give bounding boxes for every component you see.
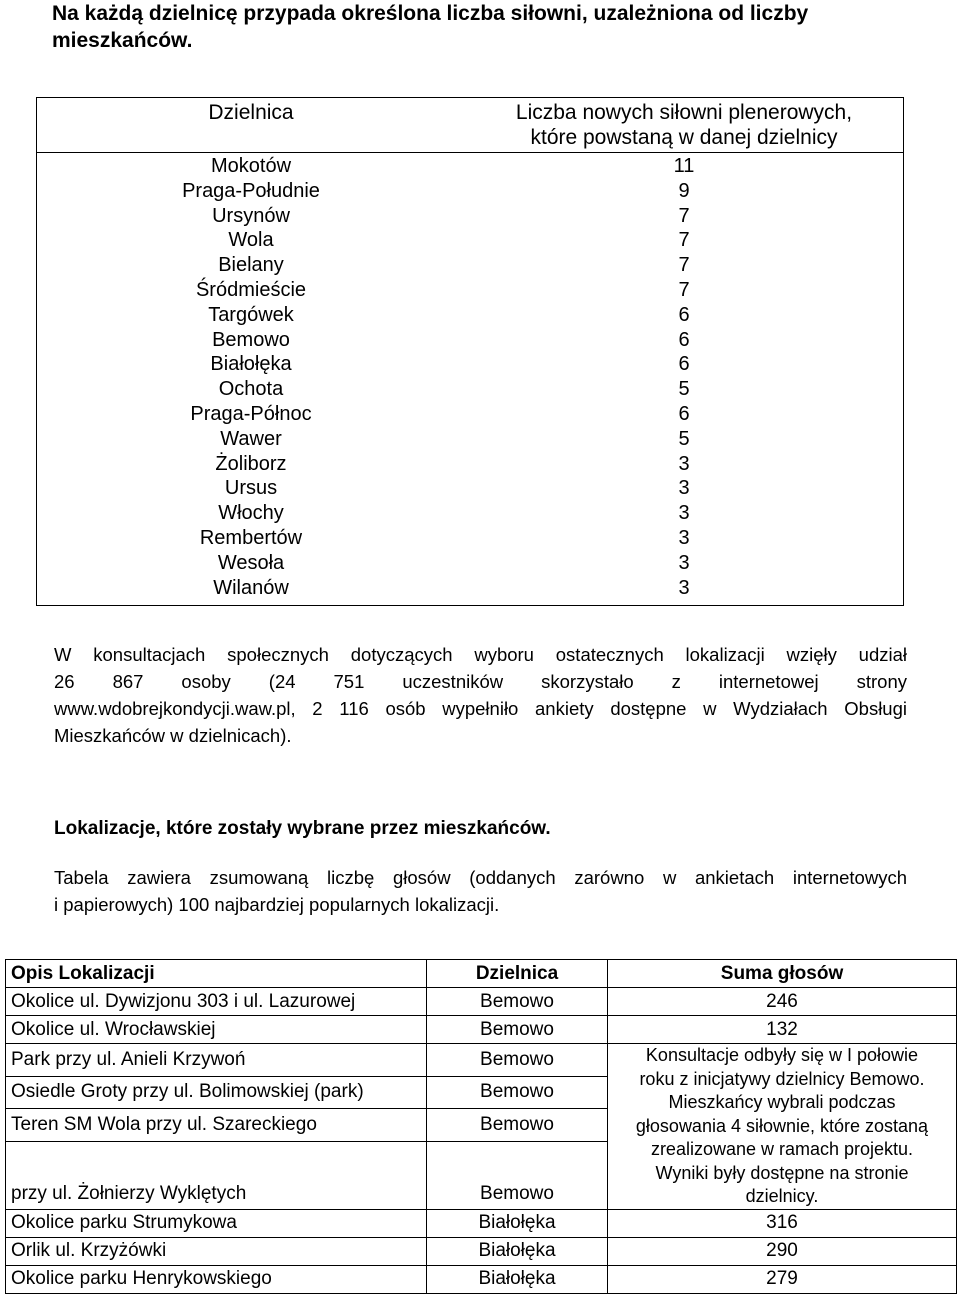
locations-table xyxy=(5,959,957,1294)
count-cell: 3 xyxy=(678,551,690,574)
district-cell: Ursynów xyxy=(212,204,290,227)
count-cell: 6 xyxy=(678,353,690,376)
table-row xyxy=(6,1209,957,1237)
note-line: Wyniki były dostępne na stronie xyxy=(655,1162,909,1183)
count-cell: 9 xyxy=(678,179,690,202)
count-cell: 5 xyxy=(678,378,690,401)
header-gym-count-line2: które powstaną w danej dzielnicy xyxy=(530,126,838,149)
table-row xyxy=(37,501,904,526)
header-district: Dzielnica xyxy=(427,960,608,988)
district-cell: Praga-Południe xyxy=(182,179,320,202)
district-cell: Wawer xyxy=(220,427,282,450)
table-row xyxy=(6,1237,957,1265)
count-cell: 3 xyxy=(678,502,690,525)
location-cell: Orlik ul. Krzyżówki xyxy=(6,1237,427,1265)
note-line: głosowania 4 siłownie, które zostaną xyxy=(635,1115,929,1136)
header-gym-count-line1: Liczba nowych siłowni plenerowych, xyxy=(515,101,853,124)
district-cell: Białołęka xyxy=(427,1265,608,1293)
district-cell: Bielany xyxy=(218,254,284,277)
count-cell: 7 xyxy=(678,254,690,277)
district-cell: Bemowo xyxy=(427,1141,608,1209)
table-row xyxy=(37,576,904,606)
table-row xyxy=(37,402,904,427)
table-row xyxy=(37,278,904,303)
location-cell: Park przy ul. Anieli Krzywoń xyxy=(6,1044,427,1077)
table-row xyxy=(37,228,904,253)
count-cell: 6 xyxy=(678,402,690,425)
district-cell: Białołęka xyxy=(427,1209,608,1237)
count-cell: 3 xyxy=(678,526,690,549)
section-heading: Lokalizacje, które zostały wybrane przez mieszkańców. xyxy=(54,818,551,839)
district-cell: Wilanów xyxy=(213,576,289,599)
location-cell: Okolice parku Henrykowskiego xyxy=(6,1265,427,1293)
header-district: Dzielnica xyxy=(208,101,294,124)
count-cell: 7 xyxy=(678,204,690,227)
header-location: Opis Lokalizacji xyxy=(6,960,427,988)
paragraph-line: Mieszkańców w dzielnicach). xyxy=(54,725,292,746)
count-cell: 3 xyxy=(678,576,690,599)
consultation-paragraph xyxy=(54,641,907,749)
table-row xyxy=(37,377,904,402)
table-row xyxy=(37,153,904,179)
district-cell: Bemowo xyxy=(427,1109,608,1142)
table-header-row xyxy=(6,960,957,988)
district-cell: Ochota xyxy=(218,378,284,401)
district-cell: Praga-Północ xyxy=(190,402,312,425)
table-row xyxy=(37,452,904,477)
paragraph-line: www.wdobrejkondycji.waw.pl, 2 116 osób wypełniło ankiety dostępne w Wydziałach Obsługi xyxy=(54,698,907,719)
count-cell: 11 xyxy=(673,155,695,177)
paragraph-line: Tabela zawiera zsumowaną liczbę głosów (oddanych zarówno w ankietach internetowych xyxy=(54,867,907,888)
intro-text: Na każdą dzielnicę przypada określona liczba siłowni, uzależniona od liczby mieszkańców. xyxy=(52,2,809,52)
district-cell: Rembertów xyxy=(199,526,303,549)
paragraph-line: 26 867 osoby (24 751 uczestników skorzystało z internetowej strony xyxy=(54,671,907,692)
header-votes: Suma głosów xyxy=(608,960,957,988)
district-cell: Białołęka xyxy=(210,353,292,376)
table-row xyxy=(6,1044,957,1077)
count-cell: 7 xyxy=(678,278,690,301)
table-row xyxy=(6,988,957,1016)
gyms-per-district-table xyxy=(36,97,904,606)
district-cell: Wola xyxy=(228,229,274,252)
district-cell: Śródmieście xyxy=(195,278,307,301)
district-cell: Bemowo xyxy=(427,988,608,1016)
district-cell: Wesoła xyxy=(217,551,285,574)
count-cell: 7 xyxy=(678,229,690,252)
paragraph-line: W konsultacjach społecznych dotyczących wyboru ostatecznych lokalizacji wzięły udział xyxy=(54,644,907,665)
location-cell: Teren SM Wola przy ul. Szareckiego xyxy=(6,1109,427,1142)
table-row xyxy=(37,204,904,229)
table-row xyxy=(37,476,904,501)
votes-cell: 316 xyxy=(608,1209,957,1237)
district-cell: Żoliborz xyxy=(215,452,287,475)
votes-cell: 246 xyxy=(608,988,957,1016)
table-row xyxy=(37,551,904,576)
district-cell: Bemowo xyxy=(427,1044,608,1077)
table-description-paragraph xyxy=(54,864,907,918)
note-line: Mieszkańcy wybrali podczas xyxy=(668,1092,896,1112)
note-line: zrealizowane w ramach projektu. xyxy=(650,1139,914,1159)
table-row xyxy=(37,253,904,278)
table-row xyxy=(37,352,904,377)
district-cell: Bemowo xyxy=(427,1016,608,1044)
table-row xyxy=(37,328,904,353)
district-cell: Białołęka xyxy=(427,1237,608,1265)
table-row xyxy=(37,526,904,551)
votes-cell: 279 xyxy=(608,1265,957,1293)
district-cell: Mokotów xyxy=(210,155,292,177)
table-row xyxy=(6,1265,957,1293)
location-cell: Okolice ul. Dywizjonu 303 i ul. Lazurowej xyxy=(6,988,427,1016)
table-header-row xyxy=(37,98,904,153)
district-cell: Bemowo xyxy=(212,328,290,351)
location-cell: Osiedle Groty przy ul. Bolimowskiej (park) xyxy=(6,1076,427,1109)
district-cell: Targówek xyxy=(208,303,294,326)
table-row xyxy=(37,427,904,452)
district-cell: Włochy xyxy=(218,502,284,525)
location-cell: Okolice ul. Wrocławskiej xyxy=(6,1016,427,1044)
district-cell: Ursus xyxy=(224,477,278,500)
note-line: dzielnicy. xyxy=(745,1186,819,1206)
location-cell: przy ul. Żołnierzy Wyklętych xyxy=(6,1141,427,1209)
table-row xyxy=(37,303,904,328)
header-gym-count xyxy=(465,98,904,153)
count-cell: 6 xyxy=(678,303,690,326)
note-line: Konsultacje odbyły się w I połowie xyxy=(645,1045,919,1065)
table-row xyxy=(37,179,904,204)
bemowo-note-cell xyxy=(608,1044,957,1210)
table-row xyxy=(6,1016,957,1044)
paragraph-line: i papierowych) 100 najbardziej popularnych lokalizacji. xyxy=(54,894,500,915)
location-cell: Okolice parku Strumykowa xyxy=(6,1209,427,1237)
note-line: roku z inicjatywy dzielnicy Bemowo. xyxy=(639,1068,925,1089)
count-cell: 3 xyxy=(678,477,690,500)
count-cell: 6 xyxy=(678,328,690,351)
district-cell: Bemowo xyxy=(427,1076,608,1109)
votes-cell: 132 xyxy=(608,1016,957,1044)
count-cell: 3 xyxy=(678,452,690,475)
votes-cell: 290 xyxy=(608,1237,957,1265)
count-cell: 5 xyxy=(678,427,690,450)
